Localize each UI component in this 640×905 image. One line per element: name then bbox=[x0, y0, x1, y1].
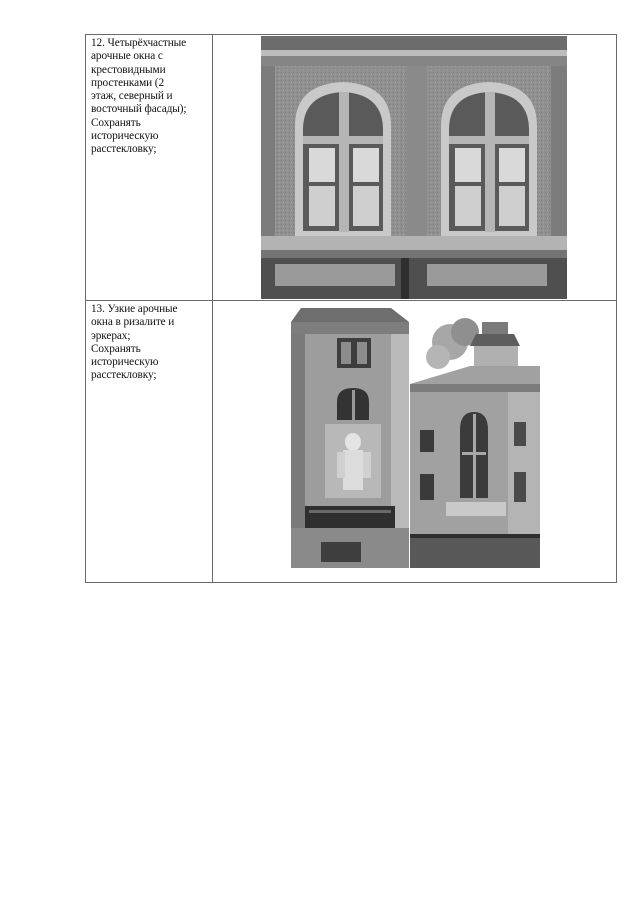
description-cell bbox=[86, 35, 213, 301]
bay-window-sculpture-photo bbox=[291, 302, 409, 568]
table-row bbox=[86, 301, 617, 583]
item-13-text: 13. Узкие арочные окна в ризалите и эркерах; Сохранять историческую расстекловку; bbox=[91, 303, 178, 382]
description-cell bbox=[86, 301, 213, 583]
table-row bbox=[86, 35, 617, 301]
corner-tower-facade-photo bbox=[410, 302, 540, 568]
windows-table bbox=[85, 34, 617, 583]
photo-cell bbox=[213, 301, 617, 583]
photo-cell bbox=[213, 35, 617, 301]
facade-arched-windows-photo bbox=[261, 36, 567, 299]
item-12-text: 12. Четырёхчастные арочные окна с крестовидными простенками (2 этаж, северный и восточный фасады); Сохранять историческую расстекловку; bbox=[91, 37, 187, 156]
